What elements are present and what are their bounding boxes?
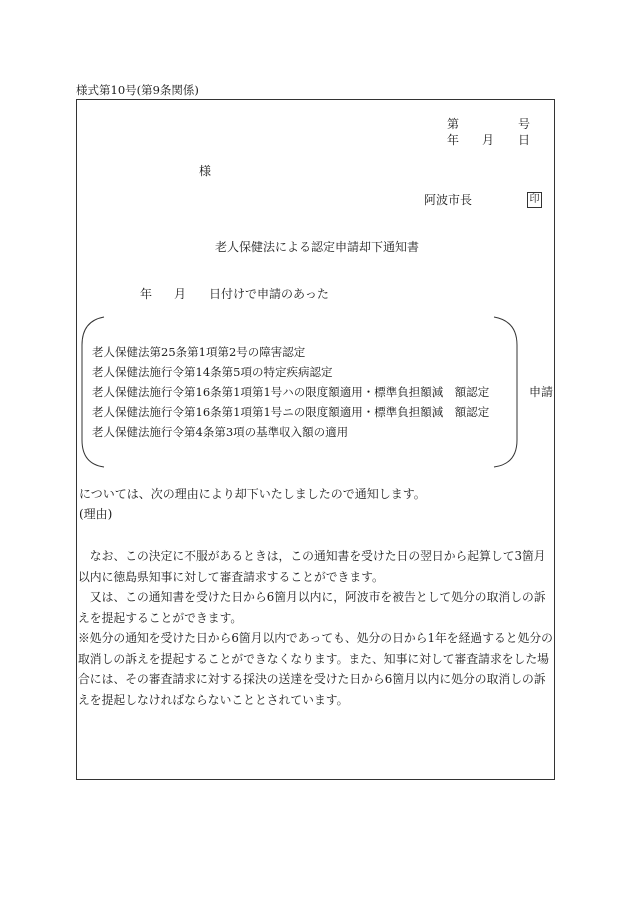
seal-mark: 印	[527, 192, 542, 208]
reason-label: (理由)	[79, 507, 113, 521]
date-year: 年	[447, 133, 460, 147]
note-paragraph: ※処分の通知を受けた日から6箇月以内であっても、処分の日から1年を経過すると処分の取消しの訴えを提起することができなくなります。また、知事に対して審査請求をした場合には、その審査請求に対する採決の送達を受けた日から6箇月以内に処分の取消しの訴えを提起しなければならないこととされています。	[78, 631, 553, 707]
application-label: 申請	[529, 385, 554, 399]
list-item: 老人保健法施行令第16条第1項第1号ニの限度額適用・標準負担額減 額認定	[92, 405, 490, 419]
appeal-paragraph: なお、この決定に不服があるときは，この通知書を受けた日の翌日から起算して3箇月以内に徳島県知事に対して審査請求することができます。	[78, 549, 546, 584]
addressee-suffix: 様	[199, 164, 212, 178]
date-month: 月	[482, 133, 495, 147]
list-item: 老人保健法施行令第14条第5項の特定疾病認定	[92, 365, 333, 379]
issuer-name: 阿波市長	[424, 193, 473, 207]
application-date-month: 月	[174, 287, 187, 301]
list-item: 老人保健法施行令第16条第1項第1号ハの限度額適用・標準負担額減 額認定	[92, 385, 490, 399]
list-item: 老人保健法第25条第1項第2号の障害認定	[92, 345, 306, 359]
date-day: 日	[518, 133, 531, 147]
lawsuit-paragraph: 又は、この通知書を受けた日から6箇月以内に，阿波市を被告として処分の取消しの訴えを提起することができます。	[78, 590, 546, 625]
notice-text: については、次の理由により却下いたしましたので通知します。	[79, 487, 426, 501]
application-date-year: 年	[140, 287, 153, 301]
document-title: 老人保健法による認定申請却下通知書	[215, 240, 420, 254]
doc-number-suffix: 号	[518, 117, 531, 131]
form-number-label: 様式第10号(第9条関係)	[76, 83, 199, 97]
application-date-text: 日付けで申請のあった	[209, 287, 329, 301]
doc-number-prefix: 第	[447, 117, 460, 131]
list-item: 老人保健法施行令第4条第3項の基準収入額の適用	[92, 425, 349, 439]
